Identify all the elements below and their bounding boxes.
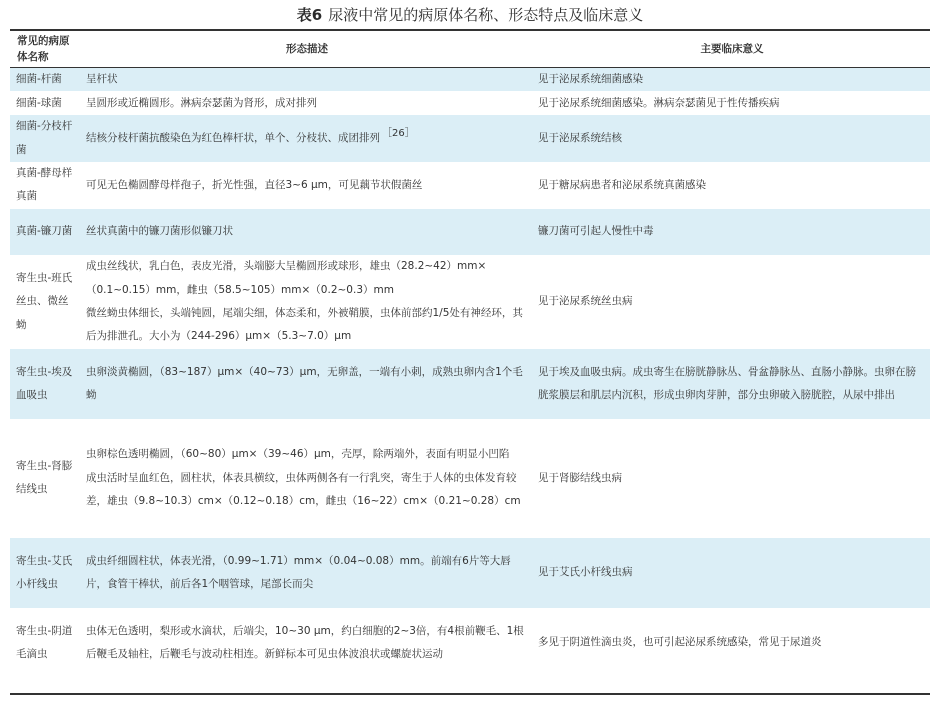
header-name: 常见的病原体名称 xyxy=(10,31,80,68)
significance-line: 见于泌尿系统丝虫病 xyxy=(538,295,633,308)
morphology-description-cell xyxy=(80,209,534,255)
table-title xyxy=(0,4,940,26)
table-row xyxy=(10,349,930,419)
description-line: 丝状真菌中的镰刀菌形似镰刀状 xyxy=(86,225,233,238)
significance-line: 见于泌尿系统结核 xyxy=(538,131,622,144)
pathogen-name-cell: 寄生虫-班氏丝虫、微丝蚴 xyxy=(16,271,73,331)
description-line: 呈圆形或近椭圆形。淋病奈瑟菌为肾形，成对排列 xyxy=(86,96,317,109)
table-row xyxy=(10,115,930,162)
morphology-description-cell xyxy=(80,68,534,92)
significance-line: 见于肾膨结线虫病 xyxy=(538,471,622,484)
clinical-significance-cell xyxy=(534,91,930,115)
pathogen-name-cell: 真菌-酵母样真菌 xyxy=(16,167,73,203)
table-row xyxy=(10,419,930,538)
morphology-description-cell xyxy=(80,255,534,349)
table-row xyxy=(10,608,930,678)
description-line: 微丝蚴虫体细长，头端钝圆，尾端尖细，体态柔和，外被鞘膜，虫体前部约1/5处有神经环，其后为排泄孔。大小为（244-296）μm×（5.3~7.0）μm xyxy=(86,306,523,343)
morphology-description-cell xyxy=(80,419,534,538)
pathogen-name-cell: 真菌-镰刀菌 xyxy=(10,209,80,255)
pathogen-name-cell: 寄生虫-肾膨结线虫 xyxy=(16,460,73,496)
morphology-description-cell xyxy=(80,538,534,608)
table-row xyxy=(10,255,930,349)
description-line: 成虫纤细圆柱状，体表光滑，（0.99~1.71）mm×（0.04~0.08）mm。前端有6片等大唇片，食管干棒状，前后各1个咽管球，尾部长而尖 xyxy=(86,554,511,590)
morphology-description-cell xyxy=(80,91,534,115)
clinical-significance-cell xyxy=(534,209,930,255)
description-line: 成虫活时呈血红色，圆柱状，体表具横纹，虫体两侧各有一行乳突，寄生于人体的虫体发育较差，雄虫（9.8~10.3）cm×（0.12~0.18）cm，雌虫（16~22）cm×（0.21~0.28）cm xyxy=(86,471,521,508)
morphology-description-cell xyxy=(80,115,534,162)
table-row xyxy=(10,209,930,255)
header-row xyxy=(10,31,930,68)
description-line: 虫卵棕色透明椭圆，（60~80）μm×（39~46）μm，壳厚，除两端外，表面有明显小凹陷 xyxy=(86,448,510,461)
pathogen-name-cell: 寄生虫-阴道毛滴虫 xyxy=(16,624,73,660)
description-line: 可见无色椭圆酵母样孢子，折光性强，直径3~6 μm，可见藕节状假菌丝 xyxy=(86,178,423,191)
table-number: 表6 xyxy=(296,6,323,24)
morphology-description-cell xyxy=(80,349,534,419)
clinical-significance-cell xyxy=(534,115,930,162)
header-clinical-significance: 主要临床意义 xyxy=(534,31,930,68)
pathogen-name-cell: 寄生虫-艾氏小杆线虫 xyxy=(10,538,80,608)
morphology-description-cell xyxy=(80,162,534,209)
table-row xyxy=(10,162,930,209)
clinical-significance-cell xyxy=(534,349,930,419)
clinical-significance-cell xyxy=(534,538,930,608)
pathogen-name-cell: 细菌-分枝杆菌 xyxy=(10,115,80,162)
significance-line: 见于泌尿系统细菌感染 xyxy=(538,73,643,85)
clinical-significance-cell xyxy=(534,255,930,349)
description-line: 虫卵淡黄椭圆，（83~187）μm×（40~73）μm，无卵盖，一端有小刺，成熟虫卵内含1个毛蚴 xyxy=(86,365,523,401)
clinical-significance-cell xyxy=(534,162,930,209)
significance-line: 见于埃及血吸虫病。成虫寄生在膀胱静脉丛、骨盆静脉丛、直肠小静脉。虫卵在膀胱浆膜层和肌层内沉积，形成虫卵肉芽肿，部分虫卵破入膀胱腔，从尿中排出 xyxy=(538,365,916,401)
pathogen-name-cell: 寄生虫-埃及血吸虫 xyxy=(10,349,80,419)
table-row xyxy=(10,538,930,608)
significance-line: 镰刀菌可引起人慢性中毒 xyxy=(538,225,654,238)
description-line: 虫体无色透明，梨形或水滴状，后端尖，10~30 μm，约白细胞的2~3倍，有4根前鞭毛、1根后鞭毛及轴柱，后鞭毛与波动柱相连。新鲜标本可见虫体波浪状或螺旋状运动 xyxy=(86,624,524,660)
description-line: 成虫丝线状，乳白色，表皮光滑，头端膨大呈椭圆形或球形，雄虫（28.2~42）mm×（0.1~0.15）mm，雌虫（58.5~105）mm×（0.2~0.3）mm xyxy=(86,260,487,296)
header-description: 形态描述 xyxy=(80,31,534,68)
clinical-significance-cell xyxy=(534,68,930,92)
table-caption: 尿液中常见的病原体名称、形态特点及临床意义 xyxy=(328,6,644,24)
pathogen-name-cell: 细菌-杆菌 xyxy=(10,68,80,92)
significance-line: 多见于阴道性滴虫炎，也可引起泌尿系统感染，常见于尿道炎 xyxy=(538,636,822,649)
reference-citation: ［26］ xyxy=(382,127,415,139)
significance-line: 见于艾氏小杆线虫病 xyxy=(538,566,633,579)
description-line: 结核分枝杆菌抗酸染色为红色棒杆状，单个、分枝状、成团排列 ［26］ xyxy=(86,127,415,144)
significance-line: 见于糖尿病患者和泌尿系统真菌感染 xyxy=(538,178,706,191)
clinical-significance-cell xyxy=(534,608,930,678)
clinical-significance-cell xyxy=(534,419,930,538)
table-row xyxy=(10,68,930,92)
morphology-description-cell xyxy=(80,608,534,678)
description-line: 呈杆状 xyxy=(86,73,118,85)
bottom-rule xyxy=(10,693,930,695)
pathogen-name-cell: 细菌-球菌 xyxy=(16,96,62,109)
pathogen-table xyxy=(10,31,930,678)
significance-line: 见于泌尿系统细菌感染。淋病奈瑟菌见于性传播疾病 xyxy=(538,96,780,109)
table-row xyxy=(10,91,930,115)
